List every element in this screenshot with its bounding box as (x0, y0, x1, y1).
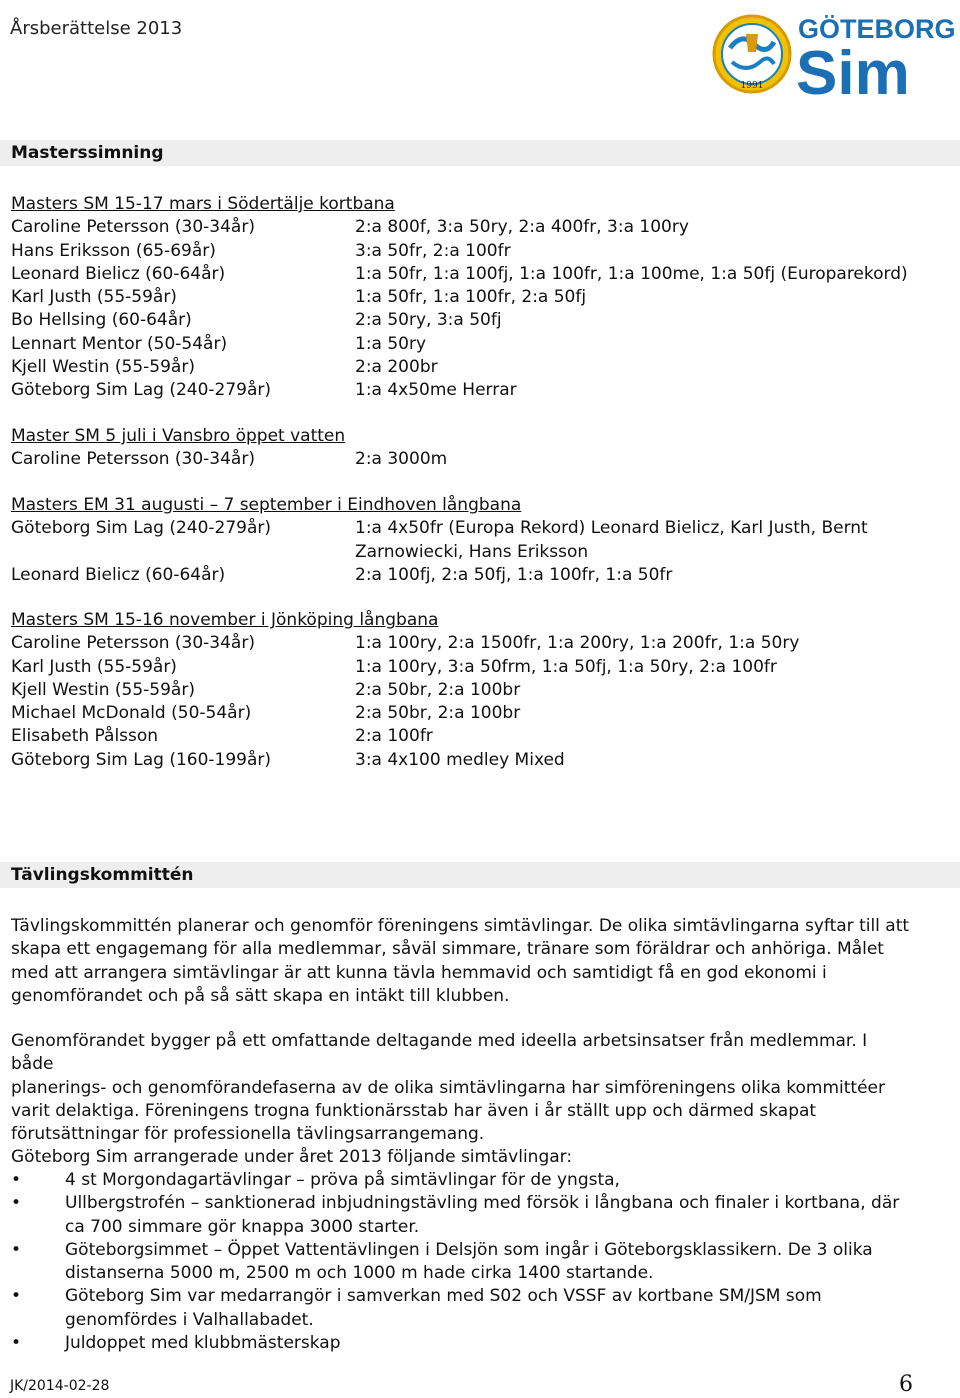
paragraph-line: planerings- och genomförandefaserna av de olika simtävlingarna har simföreningens olika kommittéer (11, 1077, 885, 1098)
swimmer-name: Elisabeth Pålsson (11, 726, 159, 747)
swimmer-name: Kjell Westin (55-59år) (11, 679, 195, 700)
swimmer-result: 1:a 4x50fr (Europa Rekord) Leonard Bielicz, Karl Justh, Bernt (355, 518, 868, 539)
swimmer-result: 1:a 100ry, 2:a 1500fr, 1:a 200ry, 1:a 200fr, 1:a 50ry (355, 633, 800, 654)
swimmer-result: 2:a 100fr (355, 726, 433, 747)
swimmer-name: Michael McDonald (50-54år) (11, 703, 252, 724)
swimmer-name: Kjell Westin (55-59år) (11, 357, 195, 378)
result-row (11, 379, 951, 402)
document-header-title: Årsberättelse 2013 (10, 18, 183, 39)
paragraph-intro (11, 915, 911, 1008)
event-heading: Masters SM 15-16 november i Jönköping långbana (11, 610, 439, 630)
result-row (11, 656, 951, 679)
list-item: • 4 st Morgondagartävlingar – pröva på simtävlingar för de yngsta, (11, 1169, 941, 1192)
swimmer-result: 2:a 50ry, 3:a 50fj (355, 310, 502, 331)
result-row (11, 702, 951, 725)
result-row (11, 749, 951, 772)
paragraph-line: Genomförandet bygger på ett omfattande deltagande med ideella arbetsinsatser från medlemmar. I både (11, 1031, 868, 1075)
result-row (11, 517, 951, 540)
result-row (11, 333, 951, 356)
event-heading: Masters SM 15-17 mars i Södertälje kortbana (11, 194, 395, 214)
event-block-em-eindhoven (11, 494, 951, 587)
swimmer-name: Göteborg Sim Lag (240-279år) (11, 380, 272, 401)
result-row (11, 679, 951, 702)
event-heading: Masters EM 31 augusti – 7 september i Eindhoven långbana (11, 495, 522, 515)
logo-year: 1991 (740, 81, 764, 91)
paragraph-line: skapa ett engagemang för alla medlemmar, såväl simmare, tränare som föräldrar och anhöriga. Målet (11, 939, 884, 960)
swimmer-result: 1:a 100ry, 3:a 50frm, 1:a 50fj, 1:a 50ry, 2:a 100fr (355, 656, 777, 677)
result-row (11, 309, 951, 332)
paragraph-line: Tävlingskommittén planerar och genomför föreningens simtävlingar. De olika simtävlingarna syftar till att (11, 916, 910, 936)
swimmer-name: Karl Justh (55-59år) (11, 656, 177, 677)
swimmer-name: Leonard Bielicz (60-64år) (11, 263, 226, 284)
swimmer-result: 1:a 4x50me Herrar (355, 380, 517, 401)
bullet-icon: • (11, 1286, 22, 1307)
event-block-sm-vansbro (11, 425, 951, 472)
swimmer-result: 3:a 50fr, 2:a 100fr (355, 240, 511, 261)
swimmer-name: Lennart Mentor (50-54år) (11, 333, 228, 354)
logo-text-top: GÖTEBORG (798, 14, 956, 44)
footer-document-id: JK/2014-02-28 (10, 1378, 110, 1394)
bullet-icon: • (11, 1170, 22, 1190)
swimmer-result: 1:a 50fr, 1:a 100fr, 2:a 50fj (355, 287, 587, 308)
list-item: • Göteborg Sim var medarrangör i samverkan med S02 och VSSF av kortbane SM/JSM som genomfördes i Valhallabadet. (11, 1286, 822, 1330)
section-title-masterssimning: Masterssimning (0, 140, 960, 166)
swimmer-name: Göteborg Sim Lag (160-199år) (11, 749, 272, 770)
paragraph-line: genomförandet och på så sätt skapa en intäkt till klubben. (11, 985, 510, 1006)
result-row (11, 286, 951, 309)
result-row (11, 216, 951, 239)
result-row (11, 541, 951, 564)
event-block-sm-jonkoping (11, 609, 951, 772)
goteborg-sim-logo (712, 4, 960, 104)
logo-text-bottom: Sim (796, 39, 910, 104)
swimmer-result: 3:a 4x100 medley Mixed (355, 749, 565, 770)
swimmer-result: 2:a 100fj, 2:a 50fj, 1:a 100fr, 1:a 50fr (355, 564, 673, 585)
result-row (11, 725, 951, 748)
list-item: • Göteborgsimmet – Öppet Vattentävlingen i Delsjön som ingår i Göteborgsklassikern. De 3 olika distanserna 5000 m, 2500 m och 1000 m hade cirka 1400 startande. (11, 1239, 873, 1284)
swimmer-name: Leonard Bielicz (60-64år) (11, 564, 226, 585)
event-block-sm-sodertalje (11, 193, 951, 403)
result-row (11, 448, 951, 471)
competition-list-intro: Göteborg Sim arrangerade under året 2013 följande simtävlingar: (11, 1147, 573, 1167)
swimmer-name: Hans Eriksson (65-69år) (11, 240, 216, 261)
swimmer-result: 2:a 50br, 2:a 100br (355, 703, 521, 724)
swimmer-name: Caroline Petersson (30-34år) (11, 217, 255, 238)
event-heading: Master SM 5 juli i Vansbro öppet vatten (11, 426, 346, 446)
swimmer-result: 2:a 3000m (355, 449, 448, 470)
swimmer-name: Caroline Petersson (30-34år) (11, 449, 255, 470)
paragraph-line: med att arrangera simtävlingar är att kunna tävla hemmavid och samtidigt få en god ekonomi i (11, 962, 827, 983)
swimmer-result: Zarnowiecki, Hans Eriksson (355, 541, 589, 562)
paragraph-line: förutsättningar för professionella tävlingsarrangemang. (11, 1124, 485, 1145)
section-title-tavlingskommitten: Tävlingskommittén (0, 862, 960, 888)
result-row (11, 263, 951, 286)
swimmer-result: 1:a 50ry (355, 333, 427, 354)
page-number: 6 (899, 1372, 913, 1397)
swimmer-name: Göteborg Sim Lag (240-279år) (11, 518, 272, 539)
result-row (11, 240, 951, 263)
swimmer-result: 2:a 200br (355, 357, 438, 378)
bullet-icon: • (11, 1333, 22, 1354)
bullet-icon: • (11, 1239, 22, 1260)
list-item: • Ullbergstrofén – sanktionerad inbjudningstävling med försök i långbana och finaler i kortbana, där ca 700 simmare gör knappa 3000 starter. (11, 1193, 900, 1237)
result-row (11, 356, 951, 379)
bullet-icon: • (11, 1193, 22, 1214)
swimmer-result: 1:a 50fr, 1:a 100fj, 1:a 100fr, 1:a 100me, 1:a 50fj (Europarekord) (355, 263, 908, 284)
paragraph-line: varit delaktiga. Föreningens trogna funktionärsstab har även i år ställt upp och därmed skapat (11, 1100, 817, 1121)
result-row (11, 632, 951, 655)
swimmer-name: Karl Justh (55-59år) (11, 287, 177, 308)
list-item: • Juldoppet med klubbmästerskap (11, 1332, 941, 1355)
result-row (11, 564, 951, 587)
swimmer-result: 2:a 50br, 2:a 100br (355, 679, 521, 700)
competition-list (11, 1169, 941, 1355)
swimmer-name: Bo Hellsing (60-64år) (11, 310, 192, 331)
logo-seal-icon (714, 16, 790, 92)
swimmer-name: Caroline Petersson (30-34år) (11, 633, 255, 654)
swimmer-result: 2:a 800f, 3:a 50ry, 2:a 400fr, 3:a 100ry (355, 217, 689, 238)
paragraph-volunteers (11, 1030, 911, 1146)
